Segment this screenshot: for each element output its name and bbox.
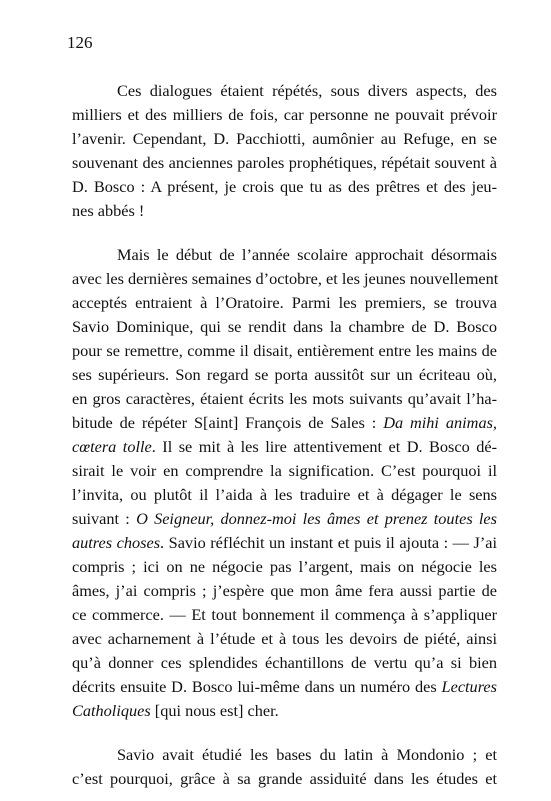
plain-text: . Savio réfléchit un instant et puis il ajouta : — J’ai bbox=[160, 533, 498, 552]
text-line: l’invita, ou plutôt il l’aida à les traduire et à dégager le sens bbox=[72, 485, 497, 504]
text-line: pour se remettre, comme il disait, entièrement entre les mains de bbox=[72, 341, 497, 360]
italic-text: O Seigneur, donnez-moi les âmes et prenez toutes les bbox=[136, 509, 497, 528]
plain-text: bitude de répéter S[aint] François de Sales : bbox=[72, 413, 384, 432]
text-line: sirait le voir en comprendre la signification. C’est pourquoi il bbox=[72, 461, 497, 480]
text-line bbox=[72, 435, 497, 459]
text-line: Savio Dominique, qui se rendit dans la chambre de D. Bosco bbox=[72, 317, 497, 336]
text-line: avec les dernières semaines d’octobre, et les jeunes nouvellement bbox=[72, 269, 499, 288]
plain-text: [qui nous est] cher. bbox=[150, 701, 279, 720]
text-line bbox=[72, 411, 497, 435]
italic-text: cœtera tolle bbox=[72, 437, 152, 456]
text-line bbox=[72, 531, 497, 555]
text-line: l’avenir. Cependant, D. Pacchiotti, aumônier au Refuge, en se bbox=[72, 129, 497, 148]
text-line: ce commerce. — Et tout bonnement il commença à s’appliquer bbox=[72, 605, 497, 624]
italic-text: Catholiques bbox=[72, 701, 151, 720]
text-line bbox=[72, 699, 497, 723]
page-number: 126 bbox=[67, 33, 93, 52]
text-line: compris ; ici on ne négocie pas l’argent, mais on négocie les bbox=[72, 557, 497, 576]
text-line: Savio avait étudié les bases du latin à Mondonio ; et bbox=[117, 745, 497, 764]
text-line: acceptés entraient à l’Oratoire. Parmi les premiers, se trouva bbox=[72, 293, 497, 312]
italic-text: Da mihi animas, bbox=[383, 413, 497, 432]
text-line: milliers et des milliers de fois, car personne ne pouvait prévoir bbox=[72, 105, 497, 124]
text-line: en gros caractères, étaient écrits les mots suivants qu’avait l’ha- bbox=[72, 389, 497, 408]
text-line: Ces dialogues étaient répétés, sous divers aspects, des bbox=[117, 81, 497, 100]
italic-text: autres choses bbox=[72, 533, 161, 552]
text-line bbox=[72, 675, 497, 699]
text-line bbox=[72, 507, 497, 531]
text-line: Mais le début de l’année scolaire approchait désormais bbox=[117, 245, 497, 264]
plain-text: suivant : bbox=[72, 509, 137, 528]
text-line: ses supérieurs. Son regard se porta aussitôt sur un écriteau où, bbox=[72, 365, 497, 384]
text-line: D. Bosco : A présent, je crois que tu as des prêtres et des jeu- bbox=[72, 177, 497, 196]
text-line: âmes, j’ai compris ; j’espère que mon âme fera aussi partie de bbox=[72, 581, 497, 600]
text-line: souvenant des anciennes paroles prophétiques, répétait souvent à bbox=[72, 153, 497, 172]
plain-text: décrits ensuite D. Bosco lui-même dans un numéro des bbox=[72, 677, 442, 696]
text-line: qu’à donner ces splendides échantillons de vertu qu’a si bien bbox=[72, 653, 497, 672]
italic-text: Lectures bbox=[441, 677, 497, 696]
text-line: c’est pourquoi, grâce à sa grande assiduité dans les études et bbox=[72, 769, 497, 788]
text-line: avec acharnement à l’étude et à tous les devoirs de piété, ainsi bbox=[72, 629, 497, 648]
text-line: nes abbés ! bbox=[72, 201, 145, 220]
plain-text: . Il se mit à les lire attentivement et D. Bosco dé- bbox=[151, 437, 497, 456]
